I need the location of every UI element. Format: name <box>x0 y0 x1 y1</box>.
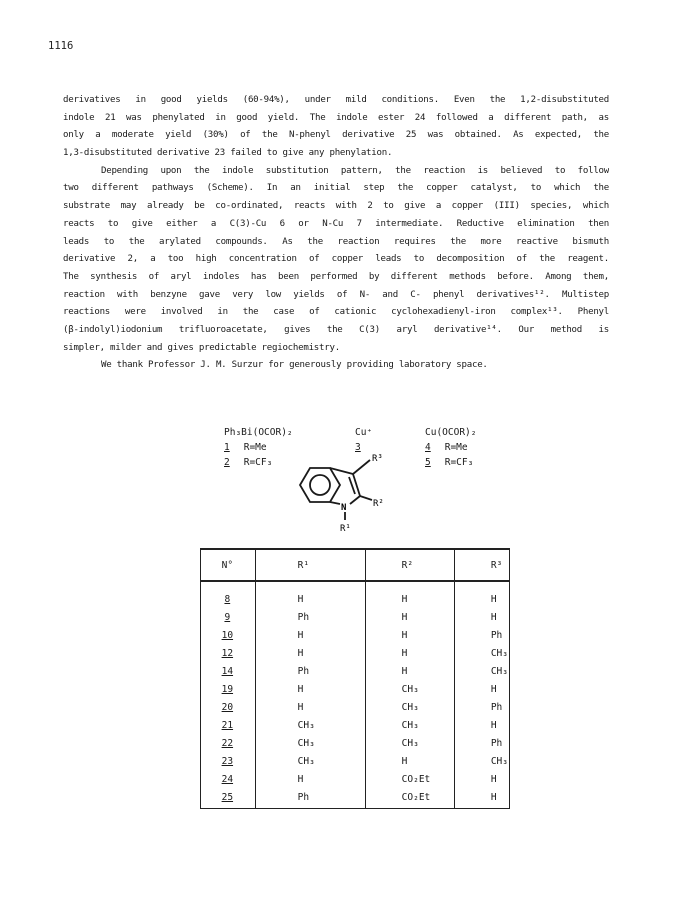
r3-cell: H <box>454 717 509 735</box>
r2-cell: CH₃ <box>365 699 454 717</box>
r3-cell: Ph <box>454 627 509 645</box>
r1-cell: CH₃ <box>255 735 365 753</box>
r2-cell: CO₂Et <box>365 789 454 809</box>
bond-c2-n <box>350 496 360 504</box>
r3-cell: CH₃ <box>454 753 509 771</box>
bond-r3 <box>353 460 370 474</box>
table-row <box>201 609 510 627</box>
table-row <box>201 627 510 645</box>
r3-cell: H <box>454 681 509 699</box>
text-line: only a moderate yield (30%) of the N-phenyl derivative 25 was obtained. As expected, the <box>63 130 609 141</box>
column-header: N° <box>201 549 256 581</box>
compound-number-cell: 19 <box>201 681 256 699</box>
r2-cell: H <box>365 645 454 663</box>
table-row <box>201 681 510 699</box>
substituent-table <box>200 548 510 809</box>
r3-cell: H <box>454 609 509 627</box>
benzene-ring <box>300 468 340 502</box>
r3-cell: CH₃ <box>454 663 509 681</box>
table-row <box>201 663 510 681</box>
r3-cell: CH₃ <box>454 645 509 663</box>
r1-cell: CH₃ <box>255 717 365 735</box>
text-line: indole 21 was phenylated in good yield. The indole ester 24 followed a different path, as <box>63 112 609 123</box>
text-line: Depending upon the indole substitution pattern, the reaction is believed to follow <box>101 165 609 176</box>
reagent-formula: Ph₃Bi(OCOR)₂ <box>224 427 293 438</box>
text-line: reaction with benzyne gave very low yields of N- and C- phenyl derivatives¹². Multistep <box>63 289 609 300</box>
reagent-formula: Cu⁺ <box>355 427 373 438</box>
compound-number-cell: 20 <box>201 699 256 717</box>
compound-number-cell: 24 <box>201 771 256 789</box>
text-line: reactions were involved in the case of cationic cyclohexadienyl-iron complex¹³. Phenyl <box>63 307 609 318</box>
indole-bonds <box>300 460 372 520</box>
column-header: R² <box>365 549 454 581</box>
reagent-formula: Cu(OCOR)₂ <box>425 427 477 438</box>
page-number: 1116 <box>48 40 74 52</box>
compound-number-cell: 14 <box>201 663 256 681</box>
table-header-row <box>201 549 510 581</box>
compound-number: 3 <box>355 442 361 453</box>
r1-cell: Ph <box>255 609 365 627</box>
r2-cell: H <box>365 581 454 609</box>
body-text <box>63 92 609 375</box>
nitrogen-label: N <box>341 503 347 513</box>
r3-cell: H <box>454 581 509 609</box>
bismuth-reagent <box>224 425 293 470</box>
reagent-label: R=CF₃ <box>243 457 273 468</box>
r2-cell: CO₂Et <box>365 771 454 789</box>
compound-number: 1 <box>224 442 230 453</box>
r1-cell: H <box>255 645 365 663</box>
r3-cell: Ph <box>454 735 509 753</box>
table-row <box>201 753 510 771</box>
compound-number-cell: 10 <box>201 627 256 645</box>
compound-number-cell: 8 <box>201 581 256 609</box>
compound-number: 5 <box>425 457 431 468</box>
bond-r2 <box>360 496 372 500</box>
text-line: We thank Professor J. M. Surzur for generously providing laboratory space. <box>101 360 488 371</box>
r2-label: R² <box>373 499 384 509</box>
r3-label: R³ <box>372 454 383 464</box>
compound-number: 2 <box>224 457 230 468</box>
r2-cell: CH₃ <box>365 681 454 699</box>
text-line: simpler, milder and gives predictable regiochemistry. <box>63 342 340 353</box>
compound-number-cell: 12 <box>201 645 256 663</box>
bond-n-c7a <box>330 502 340 504</box>
compound-number-cell: 21 <box>201 717 256 735</box>
text-line: 1,3-disubstituted derivative 23 failed to give any phenylation. <box>63 148 393 159</box>
r3-cell: Ph <box>454 699 509 717</box>
compound-number-cell: 22 <box>201 735 256 753</box>
text-line: derivative 2, a too high concentration of copper leads to decomposition of the reagent. <box>63 254 609 265</box>
r1-cell: H <box>255 699 365 717</box>
text-line: (β-indolyl)iodonium trifluoroacetate, gives the C(3) aryl derivative¹⁴. Our method is <box>63 324 609 335</box>
r1-cell: H <box>255 681 365 699</box>
column-header: R¹ <box>255 549 365 581</box>
r2-cell: H <box>365 663 454 681</box>
table-row <box>201 645 510 663</box>
r3-cell: H <box>454 771 509 789</box>
r2-cell: H <box>365 627 454 645</box>
reagent-label: R=CF₃ <box>444 457 474 468</box>
r1-cell: H <box>255 581 365 609</box>
table-row <box>201 771 510 789</box>
compound-number-cell: 25 <box>201 789 256 809</box>
text-line: two different pathways (Scheme). In an initial step the copper catalyst, to which the <box>63 183 609 194</box>
table-row <box>201 735 510 753</box>
table-row <box>201 789 510 809</box>
column-header: R³ <box>454 549 509 581</box>
compound-number: 4 <box>425 442 431 453</box>
text-line: The synthesis of aryl indoles has been performed by different methods before. Among them, <box>63 271 609 282</box>
compound-number-cell: 23 <box>201 753 256 771</box>
r2-cell: H <box>365 753 454 771</box>
r1-label: R¹ <box>340 524 351 534</box>
r1-cell: H <box>255 627 365 645</box>
r2-cell: H <box>365 609 454 627</box>
r1-cell: H <box>255 771 365 789</box>
r2-cell: CH₃ <box>365 717 454 735</box>
text-line: substrate may already be co-ordinated, reacts with 2 to give a copper (III) species, which <box>63 201 609 212</box>
copper-one-reagent <box>355 425 375 455</box>
text-line: derivatives in good yields (60-94%), under mild conditions. Even the 1,2-disubstituted <box>63 95 609 105</box>
text-line: leads to the arylated compounds. As the reaction requires the more reactive bismuth <box>63 236 609 247</box>
reagent-label: R=Me <box>243 442 267 453</box>
table-row <box>201 699 510 717</box>
aromatic-circle <box>310 475 330 495</box>
copper-two-reagent <box>425 425 476 470</box>
r1-cell: Ph <box>255 663 365 681</box>
compound-number-cell: 9 <box>201 609 256 627</box>
r2-cell: CH₃ <box>365 735 454 753</box>
r3-cell: H <box>454 789 509 809</box>
table-row <box>201 717 510 735</box>
table-row <box>201 581 510 609</box>
r1-cell: CH₃ <box>255 753 365 771</box>
indole-structure <box>290 452 410 537</box>
reagent-label: R=Me <box>444 442 468 453</box>
r1-cell: Ph <box>255 789 365 809</box>
text-line: reacts to give either a C(3)-Cu 6 or N-Cu 7 intermediate. Reductive elimination then <box>63 218 609 229</box>
